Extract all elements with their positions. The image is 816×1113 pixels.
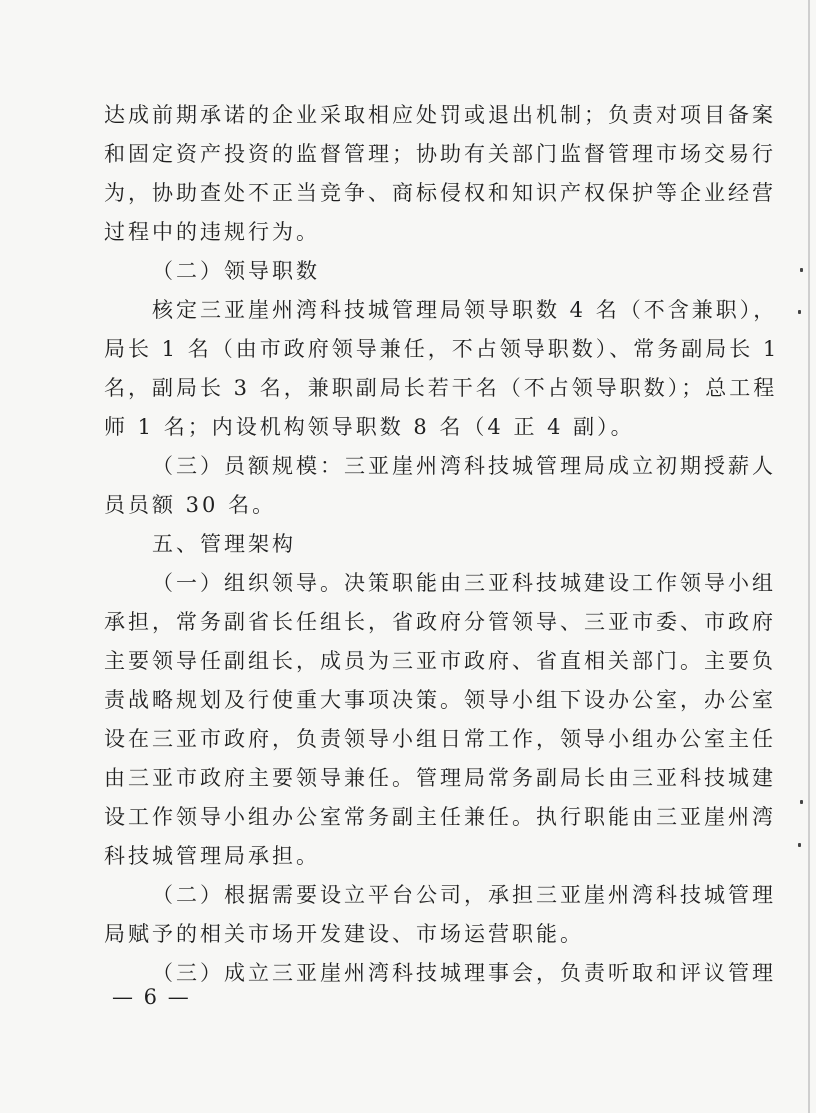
body-line: （三）成立三亚崖州湾科技城理事会，负责听取和评议管理 xyxy=(152,961,776,985)
body-line: 达成前期承诺的企业采取相应处罚或退出机制；负责对项目备案 xyxy=(104,103,776,127)
body-line: 过程中的违规行为。 xyxy=(104,220,320,244)
body-line: 名，副局长 3 名，兼职副局长若干名（不占领导职数）；总工程 xyxy=(104,376,778,400)
body-line: （三）员额规模：三亚崖州湾科技城管理局成立初期授薪人 xyxy=(152,454,776,478)
scan-mark xyxy=(800,268,803,272)
body-line: 责战略规划及行使重大事项决策。领导小组下设办公室，办公室 xyxy=(104,688,776,712)
body-line: 核定三亚崖州湾科技城管理局领导职数 4 名（不含兼职）， xyxy=(152,298,778,322)
body-line: 和固定资产投资的监督管理；协助有关部门监督管理市场交易行 xyxy=(104,142,776,166)
body-line: 科技城管理局承担。 xyxy=(104,844,320,868)
body-line: 局赋予的相关市场开发建设、市场运营职能。 xyxy=(104,922,584,946)
body-line: 承担，常务副省长任组长，省政府分管领导、三亚市委、市政府 xyxy=(104,610,776,634)
body-line: 为，协助查处不正当竞争、商标侵权和知识产权保护等企业经营 xyxy=(104,181,776,205)
body-line: 师 1 名；内设机构领导职数 8 名（4 正 4 副）。 xyxy=(104,415,635,439)
body-line: 员员额 30 名。 xyxy=(104,493,277,517)
body-line: 设工作领导小组办公室常务副主任兼任。执行职能由三亚崖州湾 xyxy=(104,805,776,829)
section-subheading: （二）领导职数 xyxy=(152,259,320,283)
body-line: 由三亚市政府主要领导兼任。管理局常务副局长由三亚科技城建 xyxy=(104,766,776,790)
body-line: 局长 1 名（由市政府领导兼任，不占领导职数）、常务副局长 1 xyxy=(104,337,780,361)
scan-mark xyxy=(800,800,803,804)
scan-edge-line xyxy=(808,0,810,1113)
body-line: 主要领导任副组长，成员为三亚市政府、省直相关部门。主要负 xyxy=(104,649,776,673)
body-line: （一）组织领导。决策职能由三亚科技城建设工作领导小组 xyxy=(152,571,776,595)
body-line: （二）根据需要设立平台公司，承担三亚崖州湾科技城管理 xyxy=(152,883,776,907)
body-line: 设在三亚市政府，负责领导小组日常工作，领导小组办公室主任 xyxy=(104,727,776,751)
scan-mark xyxy=(798,310,801,314)
document-body xyxy=(104,96,780,993)
scan-mark xyxy=(798,843,801,847)
section-heading: 五、管理架构 xyxy=(152,532,296,556)
page-number: — 6 — xyxy=(112,985,191,1009)
